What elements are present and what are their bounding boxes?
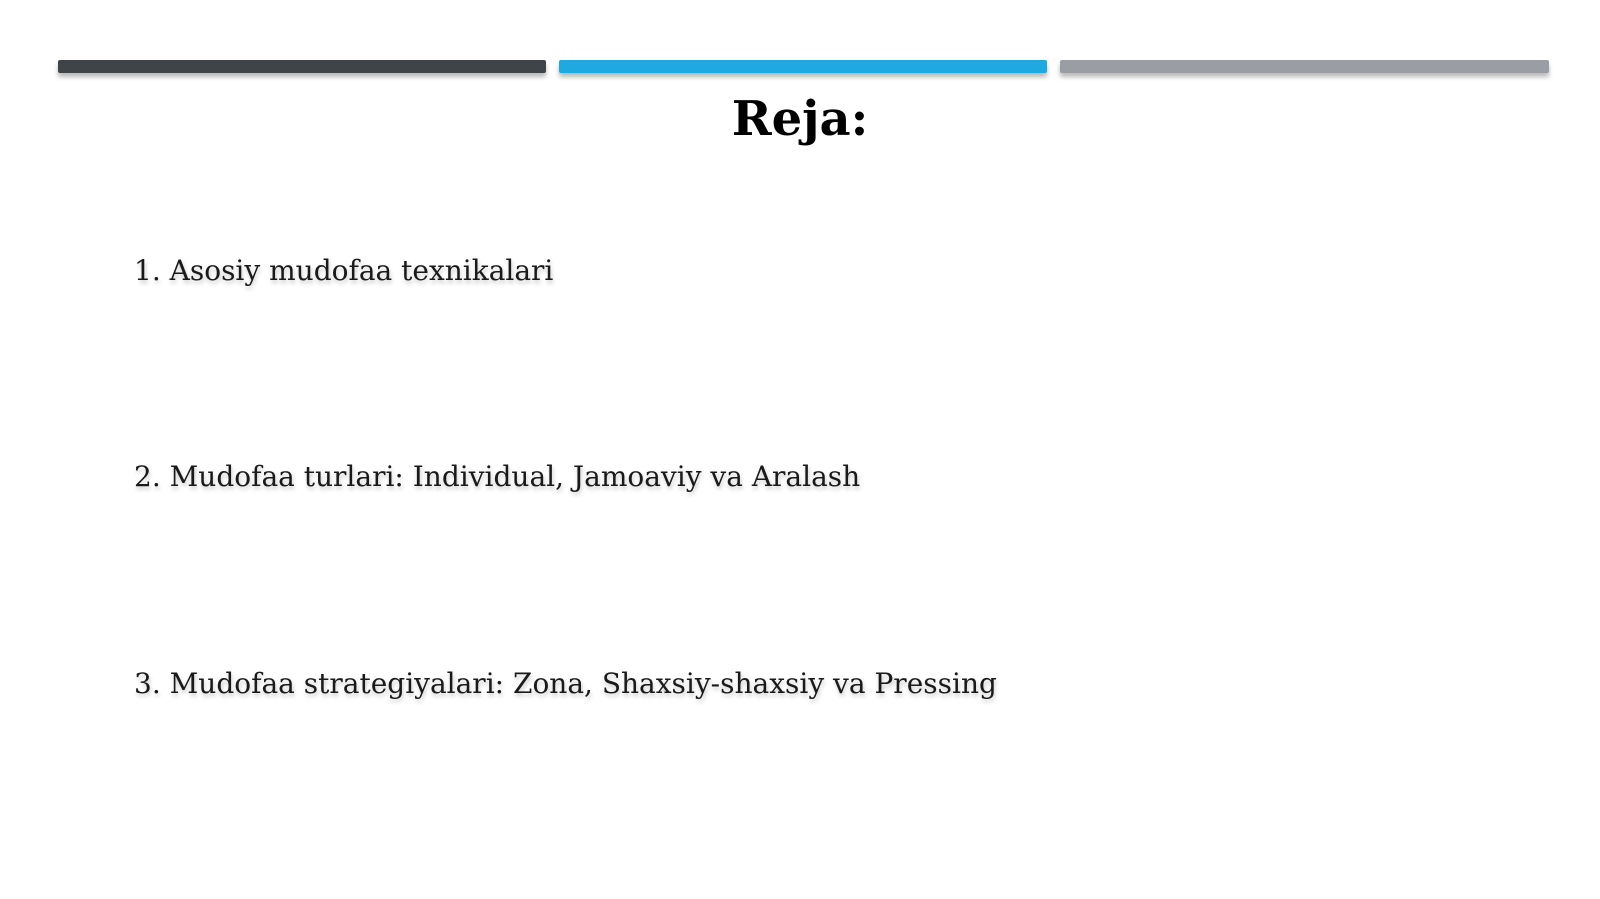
agenda-item-3: 3. Mudofaa strategiyalari: Zona, Shaxsiy-shaxsiy va Pressing	[134, 667, 997, 700]
accent-bar-gray	[1060, 60, 1549, 73]
agenda-item-2: 2. Mudofaa turlari: Individual, Jamoaviy va Aralash	[134, 460, 861, 493]
accent-bar-dark	[58, 60, 546, 73]
agenda-item-1: 1. Asosiy mudofaa texnikalari	[134, 254, 554, 287]
accent-bar-blue	[559, 60, 1047, 73]
slide-title: Reja:	[731, 91, 869, 147]
